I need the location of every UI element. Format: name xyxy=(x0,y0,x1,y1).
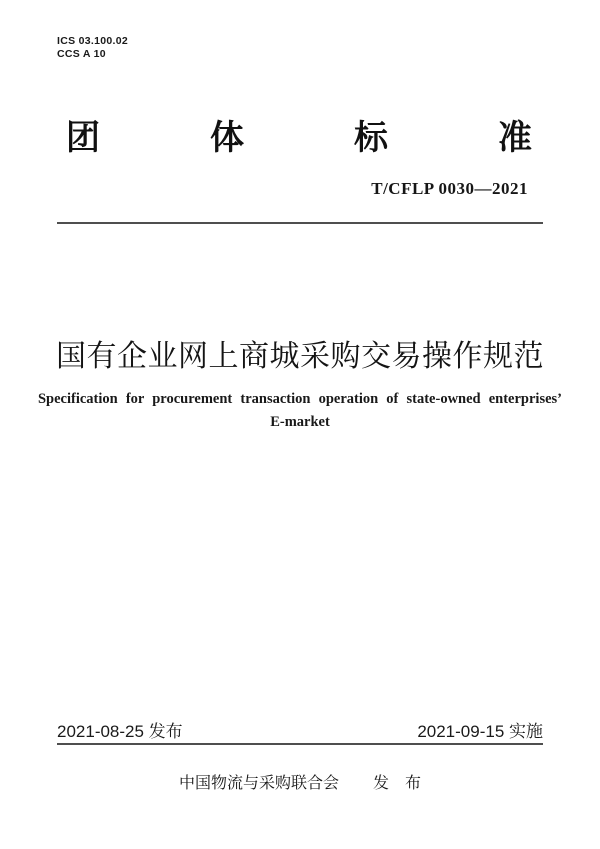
banner-char-4: 准 xyxy=(498,119,532,157)
ccs-code: CCS A 10 xyxy=(57,47,106,60)
publisher-name: 中国物流与采购联合会 xyxy=(178,775,339,792)
document-title-english xyxy=(0,388,600,433)
ics-code: ICS 03.100.02 xyxy=(57,35,129,47)
standard-type-banner xyxy=(66,120,532,156)
document-title-english-line1: Specification for procurement transaction operation of state-owned enterprises’ xyxy=(37,391,563,407)
header-divider-rule xyxy=(57,222,543,224)
standard-code: T/CFLP 0030—2021 xyxy=(371,179,528,198)
banner-char-3: 标 xyxy=(354,119,388,157)
banner-char-1: 团 xyxy=(66,119,100,157)
ics-classification-block xyxy=(57,35,128,60)
document-title-chinese: 国有企业网上商城采购交易操作规范 xyxy=(56,340,544,373)
banner-char-2: 体 xyxy=(210,119,244,157)
implement-date: 2021-09-15 实施 xyxy=(417,722,543,741)
date-row xyxy=(57,722,543,741)
publish-label: 发 布 xyxy=(373,775,422,792)
publisher-row xyxy=(0,770,600,793)
issue-date: 2021-08-25 发布 xyxy=(57,722,183,741)
footer-divider-rule xyxy=(57,743,543,745)
document-title-english-line2: E-market xyxy=(270,413,330,430)
